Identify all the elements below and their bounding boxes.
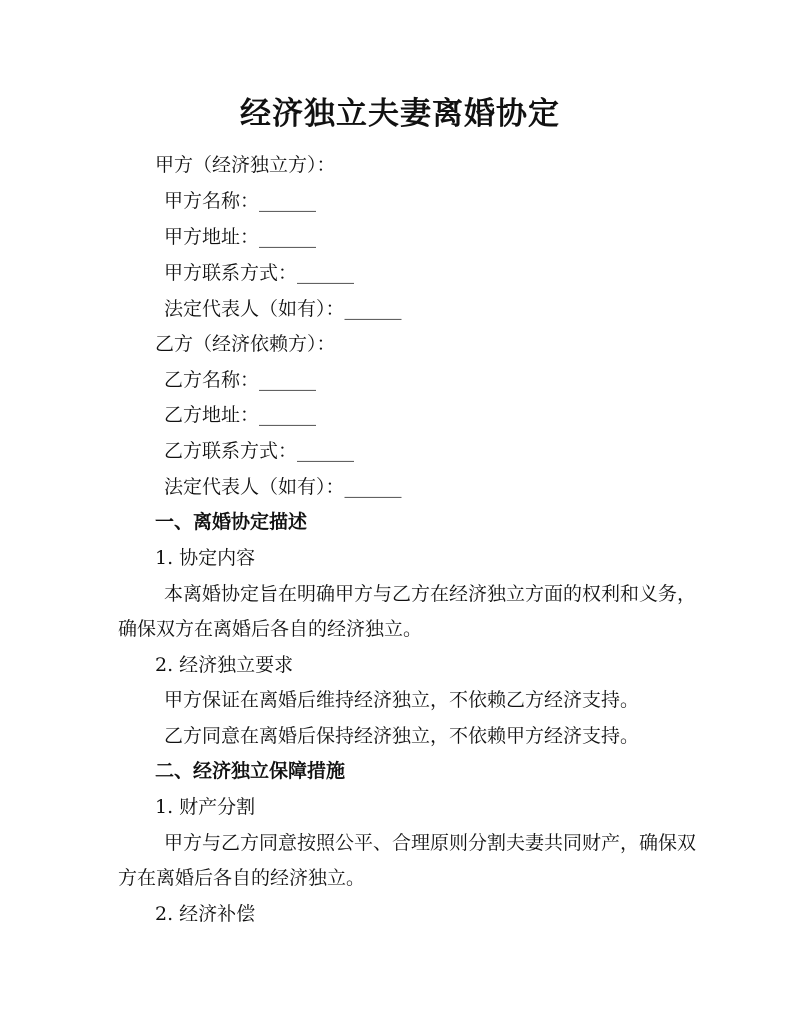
section1-item1-title: 1. 协定内容	[155, 547, 256, 569]
party-b-address: 乙方地址：______	[164, 404, 317, 426]
party-a-legal-rep: 法定代表人（如有）：______	[164, 298, 402, 320]
section2-heading: 二、经济独立保障措施	[155, 760, 346, 782]
party-b-legal-rep: 法定代表人（如有）：______	[164, 476, 402, 498]
section2-item1-text-line1: 甲方与乙方同意按照公平、合理原则分割夫妻共同财产，确保双	[164, 832, 697, 854]
section1-item2-title: 2. 经济独立要求	[155, 654, 294, 676]
section1-item2-text-b: 乙方同意在离婚后保持经济独立，不依赖甲方经济支持。	[164, 725, 640, 747]
section1-heading: 一、离婚协定描述	[155, 511, 308, 533]
party-b-contact: 乙方联系方式：______	[164, 440, 355, 462]
section1-item1-text-line1: 本离婚协定旨在明确甲方与乙方在经济独立方面的权利和义务，	[164, 583, 697, 605]
party-b-header: 乙方（经济依赖方）：	[155, 333, 336, 355]
section1-item2-text-a: 甲方保证在离婚后维持经济独立，不依赖乙方经济支持。	[164, 689, 640, 711]
party-a-name: 甲方名称：______	[164, 190, 317, 212]
party-a-contact: 甲方联系方式：______	[164, 262, 355, 284]
party-b-name: 乙方名称：______	[164, 369, 317, 391]
section2-item1-text-line2: 方在离婚后各自的经济独立。	[118, 867, 366, 889]
party-a-header: 甲方（经济独立方）：	[155, 154, 336, 176]
section1-item1-text-line2: 确保双方在离婚后各自的经济独立。	[118, 618, 423, 640]
document-title: 经济独立夫妻离婚协定	[240, 96, 560, 132]
section2-item1-title: 1. 财产分割	[155, 796, 256, 818]
party-a-address: 甲方地址：______	[164, 226, 317, 248]
section2-item2-title: 2. 经济补偿	[155, 903, 256, 925]
